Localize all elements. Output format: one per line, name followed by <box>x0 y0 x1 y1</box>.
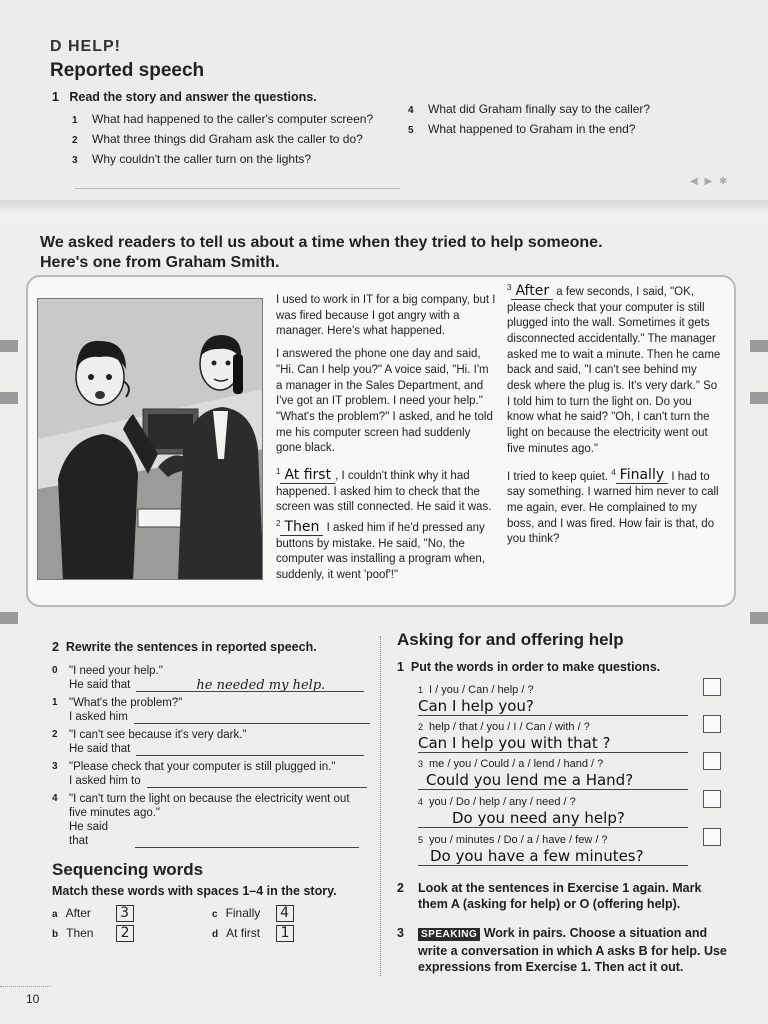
margin-tab <box>750 340 768 352</box>
margin-tab <box>0 612 18 624</box>
question-item: 2 What three things did Graham ask the caller to do? <box>72 132 363 146</box>
story-paragraph: I used to work in IT for a big company, but I was fired because I got angry with a manager. Here's what happened. <box>276 294 496 338</box>
ex2-heading: 2 Rewrite the sentences in reported speech. <box>52 640 317 654</box>
story-blank-1[interactable]: At first <box>280 468 335 484</box>
section-label: D HELP! <box>50 38 121 55</box>
nav-arrows-icon: ◀ ▶ ✱ <box>690 176 730 187</box>
mark-checkbox[interactable] <box>703 715 721 733</box>
answer-line[interactable]: he needed my help. <box>136 680 364 692</box>
asking-ex3: 3 SPEAKING Work in pairs. Choose a situation and write a conversation in which A asks B for help. Use expressions from Exercise 1. Then act it out. <box>397 926 727 974</box>
story-column-1 <box>276 293 498 591</box>
story-paragraph: $^3$ After a few seconds, I said, "OK, please check that your computer is still plugged into the wall. Sometimes it gets disconnected accidentally." The manager asked me to wait a minute. Then he came back and said, "I can't see behind my desk where the plug is. It's very dark." So I told him to turn the light on. Do you know what he said? "Oh, I can't turn the light on because the electricity went out five minutes ago." <box>507 282 721 455</box>
column-divider <box>380 636 381 976</box>
footer-rule <box>0 986 50 987</box>
ex2-item: 4 "I can't turn the light on because the electricity went out five minutes ago." He said that <box>52 792 372 848</box>
blank-number: 3 <box>507 283 512 292</box>
answer-line[interactable] <box>135 836 359 848</box>
ex1-number: 1 <box>52 90 59 104</box>
story-column-2 <box>507 280 721 555</box>
asking-item: 5 you / minutes / Do / a / have / few / ? Do you have a few minutes? <box>418 834 688 866</box>
match-item: d At first 1 <box>212 925 294 942</box>
blank-number: 2 <box>276 518 281 528</box>
mark-checkbox[interactable] <box>703 828 721 846</box>
match-answer-box[interactable]: 4 <box>276 905 294 922</box>
ex2-item: 2 "I can't see because it's very dark." He said that <box>52 728 372 756</box>
asking-item: 3 me / you / Could / a / lend / hand / ? Could you lend me a Hand? <box>418 758 688 790</box>
ex2-item: 1 "What's the problem?" I asked him <box>52 696 372 724</box>
margin-tab <box>0 340 18 352</box>
ex2-item: 0 "I need your help." He said that he needed my help. <box>52 664 372 692</box>
question-list-right <box>408 100 650 140</box>
question-item: 4 What did Graham finally say to the caller? <box>408 102 651 116</box>
ex1-heading <box>52 90 317 104</box>
ex2-item: 3 "Please check that your computer is still plugged in." I asked him to <box>52 760 372 788</box>
question-item: 1 What had happened to the caller's computer screen? <box>72 112 374 126</box>
match-item: b Then 2 <box>52 925 134 942</box>
match-answer-box[interactable]: 3 <box>116 905 134 922</box>
question-item: 5 What happened to Graham in the end? <box>408 122 636 136</box>
answer-line[interactable]: Can I help you? <box>418 697 688 716</box>
asking-ex2: 2 Look at the sentences in Exercise 1 again. Mark them A (asking for help) or O (offering help). <box>397 881 702 911</box>
match-answer-box[interactable]: 2 <box>116 925 134 942</box>
answer-line[interactable]: Do you have a few minutes? <box>418 847 688 866</box>
asking-item: 4 you / Do / help / any / need / ? Do you need any help? <box>418 796 688 828</box>
match-answer-box[interactable]: 1 <box>276 925 294 942</box>
page-fold <box>0 200 768 224</box>
story-blank-3[interactable]: After <box>511 284 553 300</box>
story-paragraph: I tried to keep quiet. $^4$ Finally I had to say something. I warned him never to call me again, ever. He complained to my boss, and I was fired. How fair is that, do you think? <box>507 467 719 546</box>
page-number: 10 <box>26 992 40 1006</box>
mark-checkbox[interactable] <box>703 678 721 696</box>
sequencing-instruction: Match these words with spaces 1–4 in the story. <box>52 884 337 898</box>
answer-line[interactable] <box>147 776 367 788</box>
story-blank-2[interactable]: Then <box>280 520 323 536</box>
answer-line[interactable]: Can I help you with that ? <box>418 734 688 753</box>
blank-number: 4 <box>611 467 616 477</box>
asking-ex1-heading: 1 Put the words in order to make questions. <box>397 660 661 674</box>
mark-checkbox[interactable] <box>703 790 721 808</box>
match-item: a After 3 <box>52 905 134 922</box>
asking-title: Asking for and offering help <box>397 630 624 649</box>
section-title: Reported speech <box>50 60 205 81</box>
story-paragraph: I answered the phone one day and said, "Hi. Can I help you?" A voice said, "Hi. I'm a manager in the Sales Department, and I've got an IT problem. I need your help." "What's the problem?" I asked, and he told me his computer screen had suddenly gone black. <box>276 348 493 455</box>
answer-line[interactable]: Do you need any help? <box>418 809 688 828</box>
mark-checkbox[interactable] <box>703 752 721 770</box>
story-blank-4[interactable]: Finally <box>616 468 668 484</box>
question-item: 3 Why couldn't the caller turn on the lights? <box>72 152 312 166</box>
speaking-badge: SPEAKING <box>418 928 480 941</box>
article-heading: We asked readers to tell us about a time when they tried to help someone. Here's one from Graham Smith. <box>40 234 603 271</box>
blank-number: 1 <box>276 467 281 477</box>
divider-line <box>75 188 400 189</box>
match-item: c Finally 4 <box>212 905 294 922</box>
story-paragraph: $^1$ At first , I couldn't think why it had happened. I asked him to check that the screen was still connected. He said it was. $^2$ Then I asked him if he'd pressed any buttons by mistake. He said, "No, the computer was installing a program when, suddenly, it went 'poof'!" <box>276 466 492 581</box>
ex2-list <box>52 664 372 848</box>
margin-tab <box>750 392 768 404</box>
answer-line[interactable]: Could you lend me a Hand? <box>418 771 688 790</box>
margin-tab <box>750 612 768 624</box>
asking-item: 2 help / that / you / I / Can / with / ? Can I help you with that ? <box>418 721 688 753</box>
question-list-left <box>72 110 373 170</box>
answer-line[interactable] <box>134 712 370 724</box>
margin-tab <box>0 392 18 404</box>
ex1-heading-text: Read the story and answer the questions. <box>69 90 317 104</box>
answer-line[interactable] <box>136 744 364 756</box>
asking-item: 1 I / you / Can / help / ? Can I help you? <box>418 684 688 716</box>
story-illustration <box>37 298 263 580</box>
sequencing-title: Sequencing words <box>52 860 204 879</box>
